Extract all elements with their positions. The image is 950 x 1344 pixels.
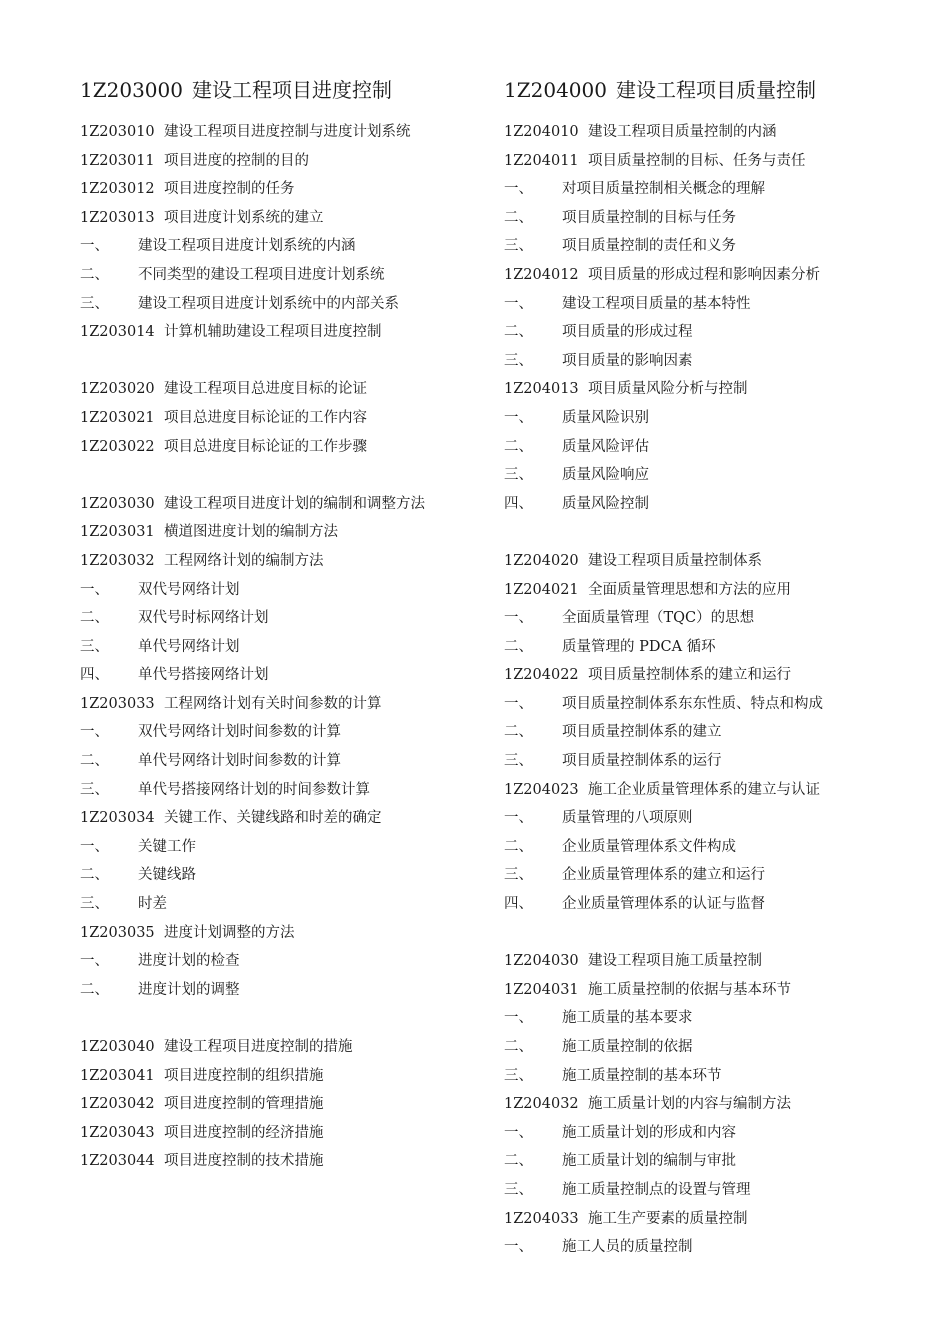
- item-title: 项目质量控制的责任和义务: [562, 238, 736, 255]
- outline-item: [504, 661, 944, 690]
- item-code: 1Z204010: [504, 124, 579, 140]
- item-title: 施工质量计划的内容与编制方法: [588, 1096, 791, 1113]
- outline-subitem: [504, 1119, 944, 1148]
- section-title: 建设工程项目质量控制: [616, 78, 816, 102]
- item-number: 三、: [504, 753, 533, 770]
- spacer: [80, 461, 500, 490]
- item-title: 建设工程项目进度计划系统中的内部关系: [138, 295, 399, 312]
- item-title: 关键工作: [138, 838, 196, 855]
- item-code: 1Z204011: [504, 152, 579, 169]
- item-number: 三、: [504, 467, 533, 484]
- outline-subitem: [504, 1233, 944, 1262]
- item-title: 建设工程项目施工质量控制: [588, 953, 762, 970]
- outline-subitem: [504, 890, 944, 919]
- item-title: 施工质量计划的编制与审批: [562, 1153, 736, 1170]
- item-title: 建设工程项目质量控制的内涵: [588, 124, 777, 140]
- item-title: 项目进度控制的任务: [164, 181, 295, 198]
- item-code: 1Z204022: [504, 667, 579, 684]
- item-title: 项目质量的形成过程和影响因素分析: [588, 266, 820, 283]
- item-number: 一、: [504, 810, 533, 827]
- item-code: 1Z203043: [80, 1124, 155, 1141]
- outline-item: [504, 375, 944, 404]
- item-title: 计算机辅助建设工程项目进度控制: [164, 324, 382, 341]
- outline-subitem: [504, 1147, 944, 1176]
- spacer: [504, 518, 944, 547]
- item-title: 项目进度控制的组织措施: [164, 1067, 324, 1084]
- section-heading: [80, 72, 500, 108]
- item-code: 1Z203033: [80, 695, 155, 712]
- item-number: 二、: [504, 1153, 533, 1170]
- item-title: 企业质量管理体系的认证与监督: [562, 896, 765, 913]
- outline-item: [80, 919, 500, 948]
- outline-subitem: [80, 976, 500, 1005]
- outline-subitem: [80, 633, 500, 662]
- outline-subitem: [504, 1062, 944, 1091]
- outline-item: [80, 433, 500, 462]
- item-title: 项目质量的影响因素: [562, 352, 693, 369]
- item-title: 施工企业质量管理体系的建立与认证: [588, 781, 820, 798]
- item-number: 三、: [504, 352, 533, 369]
- spacer: [504, 919, 944, 948]
- item-number: 三、: [504, 1181, 533, 1198]
- outline-item: [80, 1090, 500, 1119]
- outline-subitem: [504, 318, 944, 347]
- outline-item: [80, 204, 500, 233]
- outline-item: [504, 147, 944, 176]
- outline-subitem: [80, 232, 500, 261]
- item-title: 项目质量控制体系的运行: [562, 753, 722, 770]
- item-title: 全面质量管理（TQC）的思想: [562, 610, 755, 627]
- outline-item: [80, 690, 500, 719]
- outline-item: [80, 318, 500, 347]
- item-title: 不同类型的建设工程项目进度计划系统: [138, 266, 385, 283]
- item-title: 建设工程项目进度控制的措施: [164, 1039, 353, 1055]
- item-title: 工程网络计划的编制方法: [164, 552, 324, 569]
- item-title: 建设工程项目质量控制体系: [588, 552, 762, 569]
- item-code: 1Z203042: [80, 1096, 155, 1113]
- item-title: 建设工程项目进度计划系统的内涵: [138, 238, 356, 255]
- item-number: 三、: [504, 1067, 533, 1084]
- item-title: 施工生产要素的质量控制: [588, 1210, 748, 1227]
- item-title: 双代号网络计划: [138, 581, 240, 598]
- outline-item: [80, 175, 500, 204]
- outline-subitem: [504, 1033, 944, 1062]
- item-title: 项目进度计划系统的建立: [164, 209, 324, 226]
- item-title: 项目进度控制的技术措施: [164, 1153, 324, 1170]
- item-title: 项目质量控制体系的建立和运行: [588, 667, 791, 684]
- section-code: 1Z204000: [504, 78, 607, 102]
- item-code: 1Z203014: [80, 324, 155, 341]
- outline-subitem: [504, 404, 944, 433]
- outline-subitem: [504, 690, 944, 719]
- item-code: 1Z204030: [504, 953, 579, 970]
- item-code: 1Z204023: [504, 781, 579, 798]
- item-code: 1Z204012: [504, 266, 579, 283]
- outline-subitem: [504, 718, 944, 747]
- item-title: 项目总进度目标论证的工作步骤: [164, 438, 367, 455]
- outline-item: [80, 518, 500, 547]
- outline-subitem: [80, 947, 500, 976]
- section-heading: [504, 72, 944, 108]
- outline-subitem: [80, 604, 500, 633]
- outline-subitem: [504, 290, 944, 319]
- item-title: 建设工程项目进度控制与进度计划系统: [164, 124, 411, 140]
- outline-subitem: [80, 576, 500, 605]
- outline-item: [80, 490, 500, 519]
- outline-subitem: [504, 204, 944, 233]
- item-code: 1Z203035: [80, 924, 155, 941]
- item-number: 二、: [504, 838, 533, 855]
- item-title: 关键线路: [138, 867, 196, 884]
- item-title: 关键工作、关键线路和时差的确定: [164, 810, 382, 827]
- item-title: 项目质量控制的目标与任务: [562, 209, 736, 226]
- item-number: 三、: [80, 295, 109, 312]
- item-number: 二、: [80, 610, 109, 627]
- item-number: 一、: [504, 695, 533, 712]
- outline-subitem: [80, 833, 500, 862]
- outline-subitem: [504, 433, 944, 462]
- outline-item: [80, 1147, 500, 1176]
- item-title: 项目进度的控制的目的: [164, 152, 309, 169]
- item-code: 1Z204032: [504, 1096, 579, 1113]
- item-title: 建设工程项目进度计划的编制和调整方法: [164, 495, 425, 512]
- outline-subitem: [504, 490, 944, 519]
- outline-subitem: [80, 861, 500, 890]
- item-title: 施工质量的基本要求: [562, 1010, 693, 1027]
- item-code: 1Z204021: [504, 581, 579, 598]
- outline-subitem: [504, 461, 944, 490]
- item-title: 施工质量控制点的设置与管理: [562, 1181, 751, 1198]
- item-title: 质量风险控制: [562, 495, 649, 512]
- item-code: 1Z204033: [504, 1210, 579, 1227]
- item-title: 施工质量计划的形成和内容: [562, 1124, 736, 1141]
- item-number: 二、: [504, 638, 533, 655]
- outline-item: [504, 947, 944, 976]
- item-code: 1Z203044: [80, 1153, 155, 1170]
- outline-subitem: [504, 633, 944, 662]
- outline-item: [504, 261, 944, 290]
- outline-subitem: [504, 861, 944, 890]
- item-title: 进度计划调整的方法: [164, 924, 295, 941]
- item-number: 二、: [80, 753, 109, 770]
- item-number: 一、: [504, 1010, 533, 1027]
- item-code: 1Z203022: [80, 438, 155, 455]
- outline-item: [504, 1090, 944, 1119]
- outline-item: [80, 147, 500, 176]
- item-number: 二、: [504, 724, 533, 741]
- item-code: 1Z204013: [504, 381, 579, 398]
- outline-item: [504, 1205, 944, 1234]
- right-column: [504, 72, 944, 1262]
- item-title: 单代号网络计划时间参数的计算: [138, 753, 341, 770]
- outline-subitem: [80, 261, 500, 290]
- item-title: 横道图进度计划的编制方法: [164, 524, 338, 541]
- outline-subitem: [504, 833, 944, 862]
- item-number: 二、: [504, 438, 533, 455]
- item-code: 1Z204031: [504, 981, 579, 998]
- item-code: 1Z203041: [80, 1067, 155, 1084]
- item-number: 一、: [504, 610, 533, 627]
- item-code: 1Z203030: [80, 495, 155, 512]
- item-number: 一、: [504, 181, 533, 198]
- outline-subitem: [504, 175, 944, 204]
- item-code: 1Z203021: [80, 409, 155, 426]
- spacer: [80, 347, 500, 376]
- item-number: 三、: [80, 781, 109, 798]
- item-number: 二、: [504, 209, 533, 226]
- item-code: 1Z203010: [80, 124, 155, 140]
- item-title: 单代号网络计划: [138, 638, 240, 655]
- outline-item: [80, 118, 500, 147]
- item-number: 一、: [80, 953, 109, 970]
- outline-item: [504, 976, 944, 1005]
- outline-subitem: [504, 1176, 944, 1205]
- item-title: 项目质量控制体系的建立: [562, 724, 722, 741]
- item-number: 二、: [504, 324, 533, 341]
- outline-item: [504, 118, 944, 147]
- outline-subitem: [504, 804, 944, 833]
- item-title: 施工人员的质量控制: [562, 1239, 693, 1256]
- item-number: 一、: [504, 409, 533, 426]
- item-title: 项目总进度目标论证的工作内容: [164, 409, 367, 426]
- outline-item: [80, 375, 500, 404]
- item-title: 企业质量管理体系的建立和运行: [562, 867, 765, 884]
- item-title: 单代号搭接网络计划的时间参数计算: [138, 781, 370, 798]
- spacer: [80, 1004, 500, 1033]
- item-title: 双代号网络计划时间参数的计算: [138, 724, 341, 741]
- item-number: 四、: [80, 667, 109, 684]
- item-title: 施工质量控制的基本环节: [562, 1067, 722, 1084]
- item-number: 一、: [504, 1239, 533, 1256]
- item-code: 1Z203013: [80, 209, 155, 226]
- item-title: 单代号搭接网络计划: [138, 667, 269, 684]
- item-number: 三、: [80, 896, 109, 913]
- item-code: 1Z203011: [80, 152, 155, 169]
- outline-subitem: [80, 776, 500, 805]
- item-title: 项目质量控制体系东东性质、特点和构成: [562, 695, 823, 712]
- item-code: 1Z203040: [80, 1039, 155, 1055]
- item-number: 三、: [504, 238, 533, 255]
- item-number: 二、: [80, 867, 109, 884]
- item-number: 四、: [504, 896, 533, 913]
- outline-list: [504, 118, 944, 1262]
- item-title: 项目质量的形成过程: [562, 324, 693, 341]
- item-title: 项目进度控制的经济措施: [164, 1124, 324, 1141]
- item-code: 1Z203032: [80, 552, 155, 569]
- outline-subitem: [80, 718, 500, 747]
- left-column: [80, 72, 500, 1176]
- item-title: 双代号时标网络计划: [138, 610, 269, 627]
- item-title: 进度计划的调整: [138, 981, 240, 998]
- item-title: 项目质量风险分析与控制: [588, 381, 748, 398]
- item-number: 一、: [80, 838, 109, 855]
- outline-subitem: [504, 347, 944, 376]
- outline-item: [80, 1062, 500, 1091]
- outline-list: [80, 118, 500, 1176]
- item-code: 1Z204020: [504, 552, 579, 569]
- item-title: 时差: [138, 896, 167, 913]
- item-title: 进度计划的检查: [138, 953, 240, 970]
- item-title: 全面质量管理思想和方法的应用: [588, 581, 791, 598]
- item-title: 建设工程项目总进度目标的论证: [164, 381, 367, 398]
- item-title: 项目进度控制的管理措施: [164, 1096, 324, 1113]
- outline-item: [504, 576, 944, 605]
- item-number: 三、: [80, 638, 109, 655]
- outline-subitem: [504, 232, 944, 261]
- item-code: 1Z203031: [80, 524, 155, 541]
- outline-subitem: [80, 747, 500, 776]
- section-title: 建设工程项目进度控制: [192, 78, 392, 102]
- outline-item: [80, 1033, 500, 1062]
- item-title: 质量风险识别: [562, 409, 649, 426]
- outline-subitem: [80, 890, 500, 919]
- item-title: 对项目质量控制相关概念的理解: [562, 181, 765, 198]
- item-number: 一、: [504, 295, 533, 312]
- outline-subitem: [504, 604, 944, 633]
- outline-subitem: [504, 1004, 944, 1033]
- item-number: 二、: [504, 1039, 533, 1055]
- item-code: 1Z203012: [80, 181, 155, 198]
- item-title: 质量管理的八项原则: [562, 810, 693, 827]
- item-title: 工程网络计划有关时间参数的计算: [164, 695, 382, 712]
- item-title: 质量风险评估: [562, 438, 649, 455]
- item-number: 三、: [504, 867, 533, 884]
- item-title: 施工质量控制的依据: [562, 1039, 693, 1055]
- outline-item: [504, 776, 944, 805]
- item-title: 质量风险响应: [562, 467, 649, 484]
- item-number: 四、: [504, 495, 533, 512]
- outline-item: [80, 804, 500, 833]
- item-code: 1Z203020: [80, 381, 155, 398]
- item-number: 一、: [80, 724, 109, 741]
- item-number: 一、: [80, 238, 109, 255]
- outline-item: [80, 547, 500, 576]
- section-code: 1Z203000: [80, 78, 183, 102]
- item-number: 二、: [80, 266, 109, 283]
- item-title: 质量管理的 PDCA 循环: [562, 638, 716, 655]
- item-title: 企业质量管理体系文件构成: [562, 838, 736, 855]
- outline-subitem: [504, 747, 944, 776]
- outline-subitem: [80, 661, 500, 690]
- outline-item: [80, 1119, 500, 1148]
- item-code: 1Z203034: [80, 810, 155, 827]
- item-number: 二、: [80, 981, 109, 998]
- item-number: 一、: [80, 581, 109, 598]
- item-title: 建设工程项目质量的基本特性: [562, 295, 751, 312]
- outline-subitem: [80, 290, 500, 319]
- item-title: 项目质量控制的目标、任务与责任: [588, 152, 806, 169]
- item-title: 施工质量控制的依据与基本环节: [588, 981, 791, 998]
- outline-item: [80, 404, 500, 433]
- item-number: 一、: [504, 1124, 533, 1141]
- outline-item: [504, 547, 944, 576]
